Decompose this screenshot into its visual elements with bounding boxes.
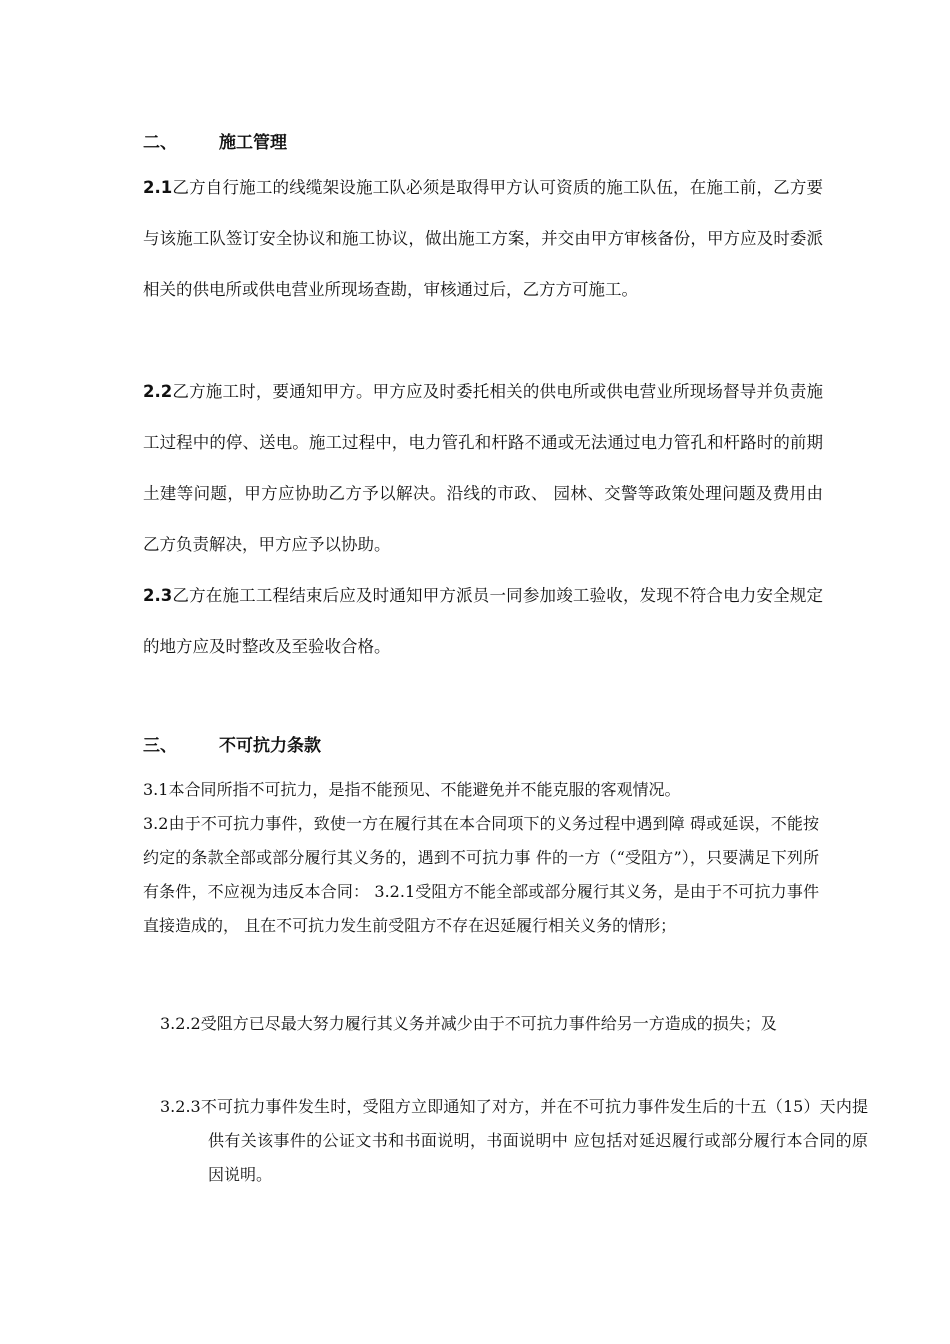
clause-2-1 xyxy=(143,162,823,315)
clause-3-2: 3.2由于不可抗力事件，致使一方在履行其在本合同项下的义务过程中遇到障 碍或延误，不能按约定的条款全部或部分履行其义务的，遇到不可抗力事 件的一方（“受阻方”），只要满足下列所有条件，不应视为违反本合同： 3.2.1受阻方不能全部或部分履行其义务，是由于不可抗力事件直接造成的， 且在不可抗力发生前受阻方不存在迟延履行相关义务的情形； xyxy=(143,814,819,935)
clause-3-2-3: 3.2.3不可抗力事件发生时，受阻方立即通知了对方，并在不可抗力事件发生后的十五（15）天内提供有关该事件的公证文书和书面说明，书面说明中 应包括对延迟履行或部分履行本合同的原因说明。 xyxy=(160,1097,868,1184)
clause-2-1-text: 乙方自行施工的线缆架设施工队必须是取得甲方认可资质的施工队伍，在施工前，乙方要与该施工队签订安全协议和施工协议，做出施工方案，并交由甲方审核备份，甲方应及时委派相关的供电所或供电营业所现场查勘，审核通过后，乙方方可施工。 xyxy=(143,178,823,299)
section-3-title: 不可抗力条款 xyxy=(219,736,321,756)
clause-2-1-number: 2.1 xyxy=(143,178,173,197)
clause-3-1: 3.1本合同所指不可抗力，是指不能预见、不能避免并不能克服的客观情况。 xyxy=(143,780,681,799)
section-3-heading xyxy=(143,731,321,756)
clause-3-2-2: 3.2.2受阻方已尽最大努力履行其义务并减少由于不可抗力事件给另一方造成的损失；及 xyxy=(160,1014,777,1033)
clause-2-3-text: 乙方在施工工程结束后应及时通知甲方派员一同参加竣工验收，发现不符合电力安全规定的地方应及时整改及至验收合格。 xyxy=(143,586,823,656)
clause-2-3-number: 2.3 xyxy=(143,586,173,605)
clause-2-2-number: 2.2 xyxy=(143,382,173,401)
section-2-number: 二、 xyxy=(143,133,177,153)
clause-2-2-text: 乙方施工时，要通知甲方。甲方应及时委托相关的供电所或供电营业所现场督导并负责施工过程中的停、送电。施工过程中，电力管孔和杆路不通或无法通过电力管孔和杆路时的前期土建等问题，甲方应协助乙方予以解决。沿线的市政、 园林、交警等政策处理问题及费用由乙方负责解决，甲方应予以协助。 xyxy=(143,382,823,554)
section-2-title: 施工管理 xyxy=(219,133,287,153)
section-2-heading xyxy=(143,128,287,153)
clause-2-2 xyxy=(143,366,823,570)
section-3-number: 三、 xyxy=(143,736,177,756)
clause-2-3 xyxy=(143,570,823,672)
